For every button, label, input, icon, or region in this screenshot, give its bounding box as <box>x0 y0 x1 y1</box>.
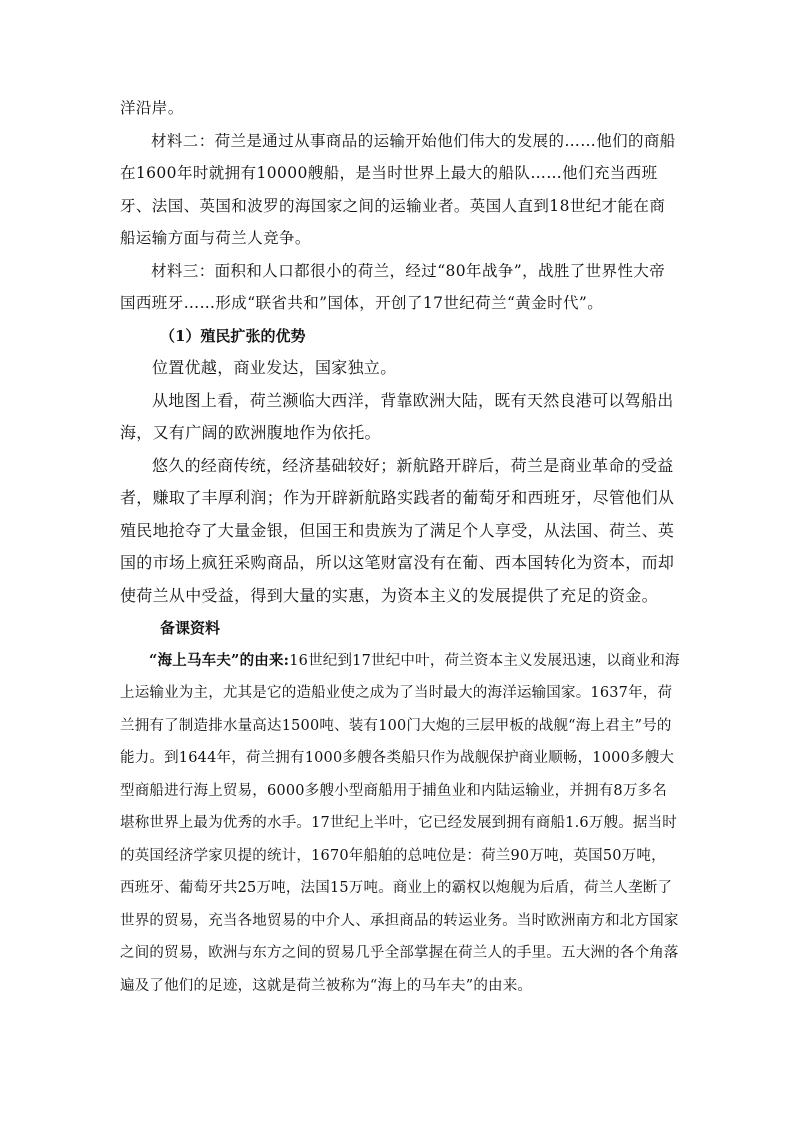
paragraph-trade-tradition: 悠久的经商传统，经济基础较好；新航路开辟后，荷兰是商业革命的受益者，赚取了丰厚利润；作为开辟新航路实践者的葡萄牙和西班牙，尽管他们从殖民地抢夺了大量金银，但国王和贵族为了满足个人享受，从法国、荷兰、英国的市场上疯狂采购商品，所以这笔财富没有在葡、西本国转化为资本，而却使荷兰从中受益，得到大量的实惠，为资本主义的发展提供了充足的资金。 <box>120 455 675 605</box>
paragraph-sea-coachman-origin <box>120 645 680 1003</box>
document-page <box>120 92 680 1002</box>
paragraph-geography: 从地图上看，荷兰濒临大西洋，背靠欧洲大陆，既有天然良港可以驾船出海，又有广阔的欧洲腹地作为依托。 <box>120 390 674 442</box>
paragraph-material-2: 材料二：荷兰是通过从事商品的运输开始他们伟大的发展的……他们的商船在1600年时就拥有10000艘船，是当时世界上最大的船队……他们充当西班牙、法国、英国和波罗的海国家之间的运输业者。英国人直到18世纪才能在商船运输方面与荷兰人竞争。 <box>120 131 676 247</box>
paragraph-material-3: 材料三：面积和人口都很小的荷兰，经过“80年战争”，战胜了世界性大帝国西班牙……形成“联省共和”国体，开创了17世纪荷兰“黄金时代”。 <box>120 261 666 312</box>
section-heading-advantages: （1）殖民扩张的优势 <box>160 326 306 345</box>
origin-body: 16世纪到17世纪中叶，荷兰资本主义发展迅速，以商业和海上运输业为主，尤其是它的造船业使之成为了当时最大的海洋运输国家。1637年，荷兰拥有了制造排水量高达1500吨、装有100门大炮的三层甲板的战舰“海上君主”号的能力。到1644年，荷兰拥有1000多艘各类船只作为战舰保护商业顺畅，1000多艘大型商船进行海上贸易，6000多艘小型商船用于捕鱼业和内陆运输业，并拥有8万多名堪称世界上最为优秀的水手。17世纪上半叶，它已经发展到拥有商船1.6万艘。据当时的英国经济学家贝提的统计，1670年船舶的总吨位是：荷兰90万吨，英国50万吨，西班牙、葡萄牙共25万吨，法国15万吨。商业上的霸权以炮舰为后盾，荷兰人垄断了世界的贸易，充当各地贸易的中介人、承担商品的转运业务。当时欧洲南方和北方国家之间的贸易，欧洲与东方之间的贸易几乎全部掌握在荷兰人的手里。五大洲的各个角落遍及了他们的足迹，这就是荷兰被称为“海上的马车夫”的由来。 <box>120 652 680 994</box>
origin-title: “海上马车夫”的由来: <box>149 651 290 669</box>
paragraph-advantages-summary: 位置优越，商业发达，国家独立。 <box>152 358 397 377</box>
section-heading-prep-materials: 备课资料 <box>160 619 221 637</box>
paragraph-continuation: 洋沿岸。 <box>120 99 184 117</box>
